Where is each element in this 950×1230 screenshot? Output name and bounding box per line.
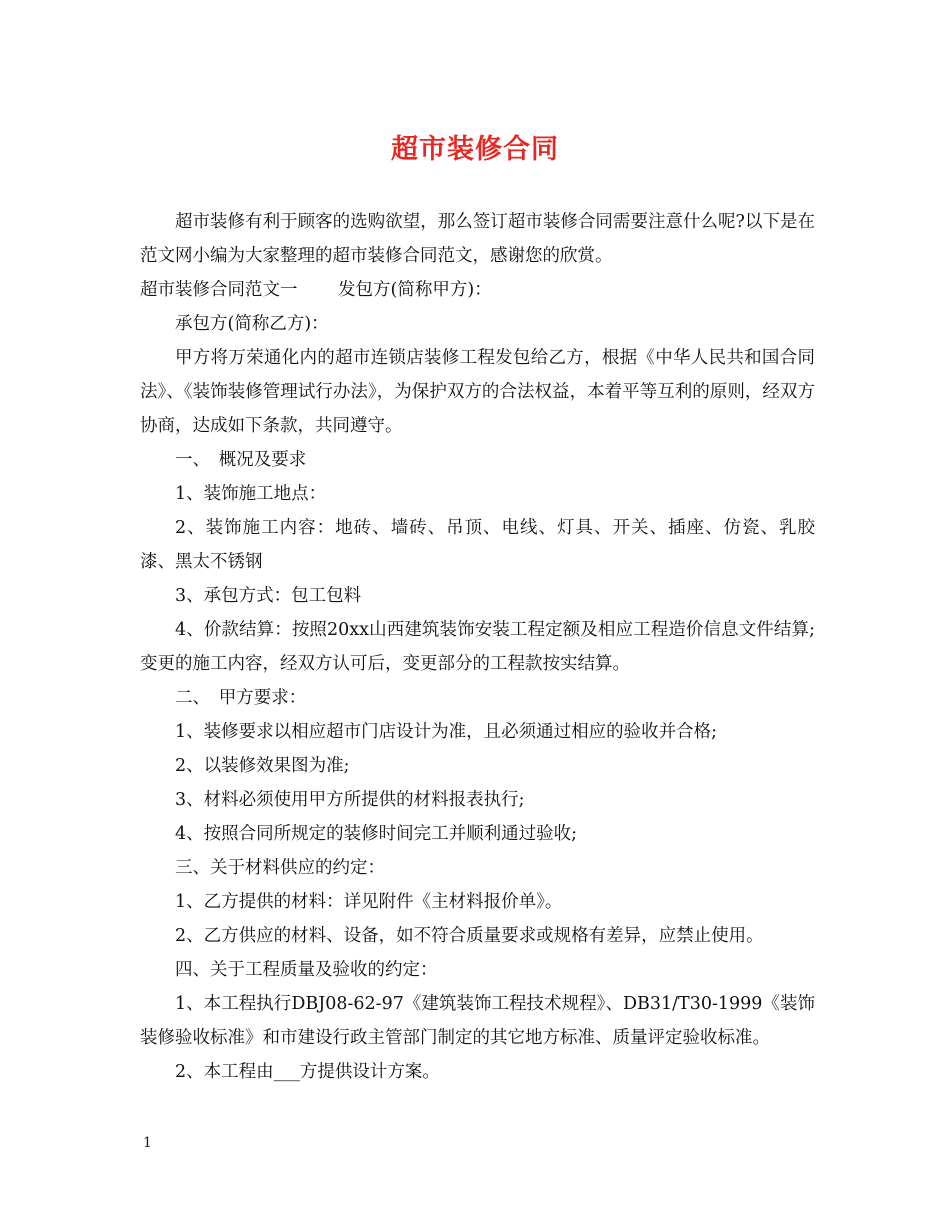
page-title: 超市装修合同: [391, 134, 559, 165]
section-heading-overview: 一、 概况及要求: [175, 450, 307, 470]
document-body: [140, 205, 815, 1089]
clause-item: 2、乙方供应的材料、设备，如不符合质量要求或规格有差异，应禁止使用。: [175, 926, 764, 946]
clause-item: 2、装饰施工内容：地砖、墙砖、吊顶、电线、灯具、开关、插座、仿瓷、乳胶漆、黑太不锈钢: [140, 518, 815, 572]
section-heading-party-a-requirements: 二、 甲方要求：: [175, 688, 307, 708]
section-heading-quality: 四、关于工程质量及验收的约定：: [175, 960, 438, 980]
clause-item: 2、以装修效果图为准;: [175, 756, 350, 776]
section-heading-materials: 三、关于材料供应的约定：: [175, 858, 385, 878]
clause-item: 1、装饰施工地点：: [175, 484, 327, 504]
clause-item: 1、乙方提供的材料：详见附件《主材料报价单》。: [175, 892, 563, 912]
page-number: 1: [143, 1135, 152, 1151]
clause-item: 3、材料必须使用甲方所提供的材料报表执行;: [175, 790, 525, 810]
clause-item: 1、本工程执行DBJ08-62-97《建筑装饰工程技术规程》、DB31/T30-1999《装饰装修验收标准》和市建设行政主管部门制定的其它地方标准、质量评定验收标准。: [140, 994, 815, 1048]
clause-item: 2、本工程由___方提供设计方案。: [175, 1062, 440, 1082]
clause-item: 4、按照合同所规定的装修时间完工并顺利通过验收;: [175, 824, 578, 844]
preamble-paragraph: 甲方将万荣通化内的超市连锁店装修工程发包给乙方，根据《中华人民共和国合同法》、《装饰装修管理试行办法》，为保护双方的合法权益，本着平等互利的原则，经双方协商，达成如下条款，共同遵守。: [140, 348, 815, 436]
clause-item: 4、价款结算：按照20xx山西建筑装饰安装工程定额及相应工程造价信息文件结算;变更的施工内容，经双方认可后，变更部分的工程款按实结算。: [140, 620, 815, 674]
sample-heading-and-party-a: 超市装修合同范文一 发包方(简称甲方)：: [140, 280, 492, 300]
party-b-line: 承包方(简称乙方)：: [175, 314, 329, 334]
clause-item: 3、承包方式：包工包料: [175, 586, 362, 606]
clause-item: 1、装修要求以相应超市门店设计为准，且必须通过相应的验收并合格;: [175, 722, 718, 742]
intro-paragraph: 超市装修有利于顾客的选购欲望，那么签订超市装修合同需要注意什么呢?以下是在范文网小编为大家整理的超市装修合同范文，感谢您的欣赏。: [140, 212, 815, 266]
